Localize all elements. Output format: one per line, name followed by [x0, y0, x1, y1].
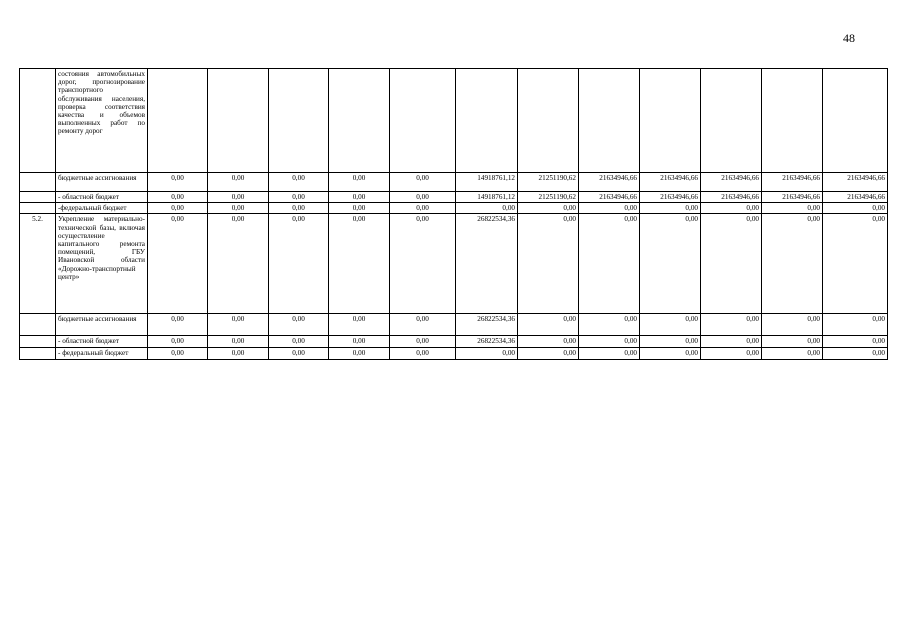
value-cell: 0,00 — [148, 314, 208, 336]
value-cell: 14918761,12 — [456, 192, 518, 203]
value-cell — [762, 69, 823, 173]
value-cell: 0,00 — [329, 173, 390, 192]
value-cell: 0,00 — [148, 214, 208, 314]
value-cell: 0,00 — [823, 214, 888, 314]
table-row — [20, 336, 888, 347]
value-cell — [456, 69, 518, 173]
value-cell: 0,00 — [269, 347, 329, 359]
value-cell — [390, 69, 456, 173]
value-cell — [640, 69, 701, 173]
value-cell: 0,00 — [269, 203, 329, 214]
value-cell — [518, 69, 579, 173]
value-cell: 21634946,66 — [640, 192, 701, 203]
table-row — [20, 69, 888, 173]
value-cell: 0,00 — [208, 173, 269, 192]
value-cell: 0,00 — [579, 336, 640, 347]
value-cell: 21634946,66 — [762, 192, 823, 203]
value-cell: 21634946,66 — [701, 192, 762, 203]
row-number-cell — [20, 314, 56, 336]
value-cell: 0,00 — [518, 214, 579, 314]
value-cell: 0,00 — [762, 347, 823, 359]
value-cell: 0,00 — [579, 347, 640, 359]
row-name-cell: - областной бюджет — [56, 336, 148, 347]
value-cell: 0,00 — [269, 214, 329, 314]
row-number-cell — [20, 69, 56, 173]
value-cell: 0,00 — [329, 192, 390, 203]
value-cell: 0,00 — [148, 336, 208, 347]
row-name-cell: состояния автомобильных дорог, прогнозирование транспортного обслуживания населения, проверка соответствия качества и объемов выполненных работ по ремонту дорог — [56, 69, 148, 173]
value-cell — [579, 69, 640, 173]
value-cell: 0,00 — [823, 347, 888, 359]
row-number-cell — [20, 347, 56, 359]
table-row — [20, 214, 888, 314]
value-cell: 0,00 — [762, 314, 823, 336]
value-cell — [208, 69, 269, 173]
value-cell: 0,00 — [701, 347, 762, 359]
page-number: 48 — [843, 31, 855, 45]
value-cell: 0,00 — [456, 203, 518, 214]
row-number-cell — [20, 173, 56, 192]
value-cell: 0,00 — [579, 203, 640, 214]
value-cell: 0,00 — [148, 347, 208, 359]
value-cell: 0,00 — [208, 192, 269, 203]
value-cell: 0,00 — [329, 336, 390, 347]
value-cell: 0,00 — [456, 347, 518, 359]
value-cell: 21634946,66 — [823, 173, 888, 192]
value-cell: 0,00 — [701, 203, 762, 214]
row-number-cell — [20, 192, 56, 203]
value-cell — [823, 69, 888, 173]
value-cell: 0,00 — [329, 203, 390, 214]
row-name-cell: - федеральный бюджет — [56, 347, 148, 359]
value-cell: 0,00 — [269, 314, 329, 336]
value-cell: 0,00 — [208, 314, 269, 336]
row-number-cell — [20, 336, 56, 347]
value-cell: 0,00 — [269, 173, 329, 192]
value-cell: 0,00 — [329, 214, 390, 314]
row-name-cell: - областной бюджет — [56, 192, 148, 203]
value-cell: 21634946,66 — [640, 173, 701, 192]
value-cell: 0,00 — [269, 336, 329, 347]
value-cell — [329, 69, 390, 173]
value-cell: 21634946,66 — [762, 173, 823, 192]
row-name-cell: бюджетные ассигнования — [56, 173, 148, 192]
value-cell — [148, 69, 208, 173]
value-cell: 0,00 — [390, 214, 456, 314]
value-cell: 0,00 — [148, 192, 208, 203]
value-cell: 0,00 — [390, 336, 456, 347]
table-row — [20, 347, 888, 359]
value-cell: 0,00 — [823, 314, 888, 336]
value-cell: 14918761,12 — [456, 173, 518, 192]
value-cell: 0,00 — [208, 347, 269, 359]
value-cell: 0,00 — [208, 214, 269, 314]
value-cell: 21251190,62 — [518, 192, 579, 203]
value-cell: 0,00 — [823, 203, 888, 214]
value-cell: 0,00 — [208, 336, 269, 347]
value-cell: 0,00 — [390, 173, 456, 192]
value-cell: 21251190,62 — [518, 173, 579, 192]
value-cell: 0,00 — [701, 214, 762, 314]
value-cell: 0,00 — [208, 203, 269, 214]
value-cell: 0,00 — [148, 203, 208, 214]
value-cell: 0,00 — [390, 314, 456, 336]
value-cell: 0,00 — [269, 192, 329, 203]
value-cell: 0,00 — [518, 314, 579, 336]
value-cell: 26822534,36 — [456, 336, 518, 347]
value-cell: 0,00 — [640, 347, 701, 359]
table-row — [20, 203, 888, 214]
value-cell: 0,00 — [390, 203, 456, 214]
value-cell: 21634946,66 — [579, 173, 640, 192]
value-cell: 26822534,36 — [456, 214, 518, 314]
table-row — [20, 192, 888, 203]
row-number-cell — [20, 203, 56, 214]
value-cell: 0,00 — [640, 314, 701, 336]
value-cell: 0,00 — [579, 314, 640, 336]
value-cell — [701, 69, 762, 173]
value-cell: 0,00 — [640, 336, 701, 347]
value-cell: 0,00 — [329, 314, 390, 336]
value-cell: 21634946,66 — [579, 192, 640, 203]
value-cell: 0,00 — [701, 314, 762, 336]
value-cell: 0,00 — [390, 192, 456, 203]
value-cell: 0,00 — [701, 336, 762, 347]
value-cell: 0,00 — [762, 203, 823, 214]
value-cell: 26822534,36 — [456, 314, 518, 336]
row-name-cell: Укрепление материально-технической базы, включая осуществление капитального ремонта помещений, ГБУ Ивановской области «Дорожно-транспортный центр» — [56, 214, 148, 314]
value-cell: 0,00 — [640, 203, 701, 214]
row-number-cell: 5.2. — [20, 214, 56, 314]
value-cell: 0,00 — [762, 336, 823, 347]
value-cell: 0,00 — [640, 214, 701, 314]
value-cell: 0,00 — [329, 347, 390, 359]
value-cell: 0,00 — [518, 203, 579, 214]
value-cell: 0,00 — [823, 336, 888, 347]
table-row — [20, 314, 888, 336]
budget-table — [19, 68, 888, 360]
row-name-cell: -федеральный бюджет — [56, 203, 148, 214]
value-cell: 21634946,66 — [701, 173, 762, 192]
value-cell: 0,00 — [390, 347, 456, 359]
value-cell: 0,00 — [579, 214, 640, 314]
value-cell: 21634946,66 — [823, 192, 888, 203]
value-cell: 0,00 — [518, 347, 579, 359]
value-cell: 0,00 — [518, 336, 579, 347]
row-name-cell: бюджетные ассигнования — [56, 314, 148, 336]
table-row — [20, 173, 888, 192]
value-cell — [269, 69, 329, 173]
value-cell: 0,00 — [148, 173, 208, 192]
value-cell: 0,00 — [762, 214, 823, 314]
